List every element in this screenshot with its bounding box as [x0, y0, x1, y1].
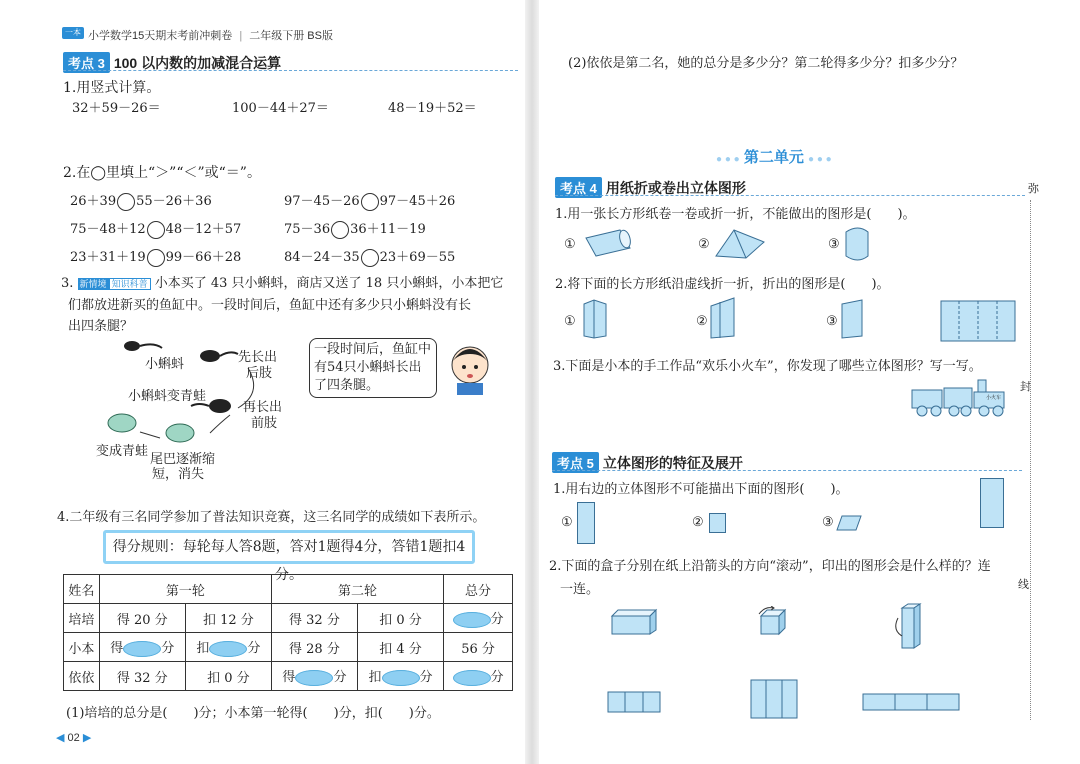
- option-label: ③: [828, 237, 840, 252]
- header-name: 姓名: [64, 575, 100, 604]
- r-q5-2-line1: 2.下面的盒子分别在纸上沿箭头的方向“滚动”，印出的图形会是什么样的？连: [549, 559, 991, 574]
- series-title-text: 小学数学15天期末考前冲刺卷: [88, 30, 233, 42]
- blank-blob[interactable]: [123, 641, 161, 657]
- answer-circle[interactable]: [361, 193, 379, 211]
- q2-row-1a: [70, 190, 212, 211]
- label-tail-2: 短，消失: [152, 467, 205, 482]
- logo-text: 一本: [65, 28, 81, 37]
- unit: 分: [333, 670, 347, 686]
- table-row: [64, 662, 513, 691]
- page-number-text: 02: [67, 732, 80, 744]
- net-pattern-2: [750, 679, 798, 719]
- header-total: 总分: [444, 575, 513, 604]
- q3-text-1: 小本买了 43 只小蝌蚪，商店又送了 18 只小蝌蚪，小本把它: [154, 276, 504, 291]
- q2-label: 2.在◯里填上“＞”“＜”或“＝”。: [63, 165, 261, 181]
- prefix: 扣: [368, 670, 382, 686]
- unit: 分: [419, 670, 433, 686]
- q2-expr: 84－24－35: [284, 250, 360, 265]
- q1-label: 1.用竖式计算。: [63, 80, 161, 96]
- seal-line-char: 线: [1018, 579, 1029, 591]
- header-round1: 第一轮: [99, 575, 271, 604]
- cell: 得 32 分: [99, 662, 185, 691]
- tadpole-back-legs-icon: [200, 350, 220, 362]
- cell: 扣 0 分: [357, 604, 443, 633]
- tall-rectangle-option[interactable]: [577, 502, 595, 544]
- score-table: [63, 574, 513, 691]
- q2-expr: 26＋39: [70, 194, 117, 209]
- folded-box-2[interactable]: [708, 296, 738, 340]
- seal-line-char: 弥: [1028, 183, 1039, 195]
- r-q2-text: 2.将下面的长方形纸沿虚线折一折，折出的图形是( )。: [555, 277, 890, 292]
- q1-expr-3: 48－19＋52＝: [388, 101, 477, 116]
- prefix: 得: [110, 641, 124, 657]
- header-round2: 第二轮: [271, 575, 443, 604]
- q2-row-3b: [284, 246, 455, 267]
- cell: 扣 4 分: [357, 633, 443, 662]
- q2-expr: 23＋31＋19: [70, 250, 146, 265]
- section-divider: [555, 195, 1025, 196]
- label-front-legs-1: 再长出: [243, 400, 283, 415]
- q3-number: 3.: [61, 276, 74, 291]
- option-label: ①: [564, 314, 576, 329]
- cell-blank[interactable]: [357, 662, 443, 691]
- unit: 分: [247, 641, 261, 657]
- cell: 得 32 分: [271, 604, 357, 633]
- table-row: [64, 604, 513, 633]
- q2-expr: 55－26＋36: [136, 194, 212, 209]
- square-option[interactable]: [709, 513, 726, 533]
- cell-name: 培培: [64, 604, 100, 633]
- q2-row-1b: [284, 190, 455, 211]
- q3-line1: [61, 272, 503, 291]
- rolled-cylinder-shape[interactable]: [580, 228, 636, 260]
- q4-sub1: (1)培培的总分是( )分；小本第一轮得( )分，扣( )分。: [66, 706, 440, 721]
- seal-line: [1030, 200, 1031, 720]
- cell: 扣 0 分: [185, 662, 271, 691]
- unit-title: 第二单元: [743, 149, 804, 166]
- unit-heading: ● ● ● 第二单元 ● ● ●: [716, 149, 832, 166]
- unit: 分: [490, 612, 504, 628]
- cell-blank[interactable]: [99, 633, 185, 662]
- r-q5-2-line2: 一连。: [560, 582, 600, 597]
- curved-shape[interactable]: [842, 226, 872, 262]
- flat-box: [610, 608, 658, 636]
- parallelogram-option[interactable]: [836, 515, 862, 531]
- label-tadpole: 小蝌蚪: [145, 357, 185, 372]
- prefix: 扣: [196, 641, 210, 657]
- tadpole-front-legs-icon: [209, 399, 231, 413]
- answer-circle[interactable]: [147, 249, 165, 267]
- net-pattern-3: [862, 693, 960, 711]
- page-number: ◀ 02 ▶: [56, 732, 92, 744]
- option-label: ②: [698, 237, 710, 252]
- q2-expr: 48－12＋57: [165, 222, 242, 237]
- label-front-legs-2: 前肢: [251, 416, 278, 431]
- option-label: ②: [696, 314, 708, 329]
- label-frog: 变成青蛙: [96, 444, 149, 459]
- table-header-row: [64, 575, 513, 604]
- unit: 分: [161, 641, 175, 657]
- blank-blob[interactable]: [453, 670, 491, 686]
- folded-box-3[interactable]: [840, 298, 866, 340]
- answer-circle[interactable]: [147, 221, 165, 239]
- new-context-badge: 新情境: [79, 279, 107, 289]
- option-label: ①: [561, 515, 573, 530]
- folded-prism-shape[interactable]: [712, 226, 768, 260]
- r-q1-text: 1.用一张长方形纸卷一卷或折一折，不能做出的图形是( )。: [555, 207, 916, 222]
- book-gutter: [525, 0, 539, 764]
- cell-name: 依依: [64, 662, 100, 691]
- label-tail-1: 尾巴逐渐缩: [150, 452, 216, 467]
- r-q5-1-text: 1.用右边的立体图形不可能描出下面的图形( )。: [553, 482, 849, 497]
- blank-blob[interactable]: [209, 641, 247, 657]
- series-title: 小学数学15天期末考前冲刺卷 | 二年级下册 BS版: [88, 30, 333, 42]
- young-frog-icon: [166, 424, 194, 442]
- option-label: ③: [826, 314, 838, 329]
- q2-expr: 75－48＋12: [70, 222, 146, 237]
- kaodian5-title: 立体图形的特征及展开: [602, 455, 743, 471]
- q2-expr: 23＋69－55: [379, 250, 456, 265]
- blank-blob[interactable]: [382, 670, 420, 686]
- paper-with-fold-lines: [940, 300, 1016, 342]
- q2-row-3a: [70, 246, 241, 267]
- cell-name: 小本: [64, 633, 100, 662]
- cube-box: [755, 606, 789, 636]
- option-label: ③: [822, 515, 834, 530]
- label-back-legs-1: 先长出: [238, 350, 278, 365]
- cell-blank[interactable]: [185, 633, 271, 662]
- q3-text-3: 出四条腿？: [68, 319, 134, 334]
- cell: 得 20 分: [99, 604, 185, 633]
- q2-expr: 75－36: [284, 222, 331, 237]
- grade-edition: 二年级下册 BS版: [249, 30, 333, 42]
- scoring-rule-box: 得分规则：每轮每人答8题，答对1题得4分，答错1题扣4分。: [103, 530, 475, 564]
- seal-line-char: 封: [1020, 381, 1031, 393]
- q3-text-2: 们都放进新买的鱼缸中。一段时间后，鱼缸中还有多少只小蝌蚪没有长: [68, 298, 472, 313]
- net-pattern-1: [607, 691, 661, 713]
- q2-expr: 97－45－26: [284, 194, 360, 209]
- folded-box-1[interactable]: [580, 298, 610, 340]
- q2-expr: 97－45＋26: [379, 194, 456, 209]
- kaodian5-tag: 考点 5: [552, 452, 599, 473]
- cell-total[interactable]: [444, 662, 513, 691]
- tall-box: [890, 602, 930, 650]
- q4-sub2: (2)依依是第二名，她的总分是多少分？第二轮得多少分？扣多少分？: [568, 56, 964, 71]
- q1-expr-1: 32＋59－26＝: [72, 101, 161, 116]
- q4-text: 4.二年级有三名同学参加了普法知识竞赛，这三名同学的成绩如下表所示。: [57, 510, 486, 525]
- section-divider: [552, 470, 1022, 471]
- unit: 分: [490, 670, 504, 686]
- q2-row-2b: [284, 218, 426, 239]
- brand-logo: [62, 27, 84, 39]
- answer-circle[interactable]: [331, 221, 349, 239]
- cell-total: 56 分: [444, 633, 513, 662]
- option-label: ②: [692, 515, 704, 530]
- answer-circle[interactable]: [361, 249, 379, 267]
- prefix: 得: [282, 670, 296, 686]
- section-divider: [63, 70, 518, 71]
- cell-blank[interactable]: [271, 662, 357, 691]
- blank-blob[interactable]: [295, 670, 333, 686]
- kaodian3-title: 100 以内数的加减混合运算: [113, 55, 282, 71]
- cell: 得 28 分: [271, 633, 357, 662]
- q1-expr-2: 100－44＋27＝: [232, 101, 329, 116]
- train-sign: 小火车: [986, 395, 1002, 401]
- speech-bubble: 一段时间后，鱼缸中有54只小蝌蚪长出了四条腿。: [309, 338, 437, 398]
- blank-blob[interactable]: [453, 612, 491, 628]
- q2-expr: 36＋11－19: [350, 222, 426, 237]
- r-q3-text: 3.下面是小本的手工作品“欢乐小火车”，你发现了哪些立体图形？写一写。: [553, 359, 982, 374]
- kaodian4-title: 用纸折或卷出立体图形: [605, 180, 746, 196]
- cell-total[interactable]: [444, 604, 513, 633]
- cuboid-shape: [980, 478, 1004, 528]
- option-label: ①: [564, 237, 576, 252]
- table-row: [64, 633, 513, 662]
- cell: 扣 12 分: [185, 604, 271, 633]
- q2-expr: 99－66＋28: [165, 250, 242, 265]
- answer-circle[interactable]: [117, 193, 135, 211]
- frog-icon: [108, 414, 136, 432]
- science-badge: 知识科普: [109, 278, 151, 290]
- label-to-frog: 小蝌蚪变青蛙: [128, 389, 207, 404]
- label-back-legs-2: 后肢: [246, 366, 273, 381]
- boy-avatar: [445, 340, 495, 395]
- kaodian3-tag: 考点 3: [63, 52, 110, 73]
- q2-row-2a: [70, 218, 241, 239]
- tadpole-icon: [124, 341, 140, 351]
- kaodian4-tag: 考点 4: [555, 177, 602, 198]
